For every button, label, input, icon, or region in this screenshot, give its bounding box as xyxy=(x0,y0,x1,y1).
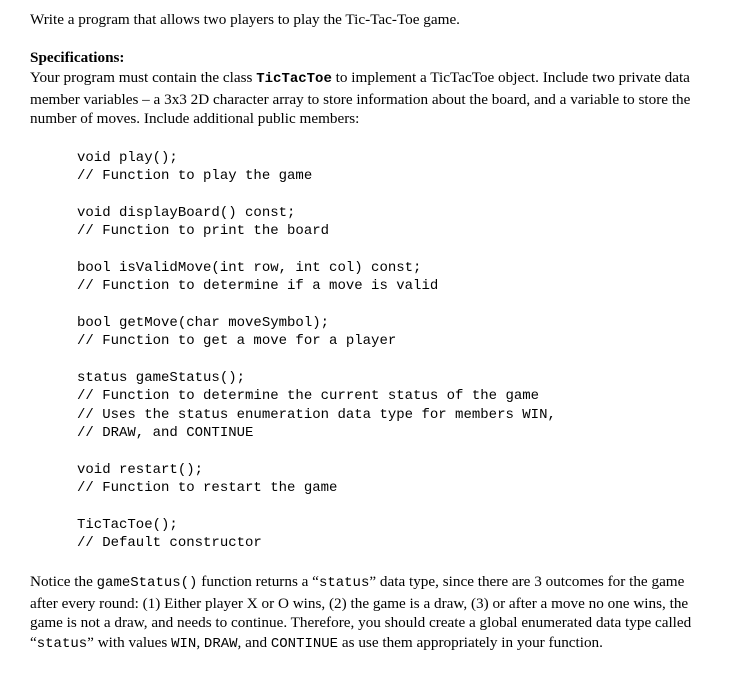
notice-code-continue: CONTINUE xyxy=(270,635,339,652)
code-declaration: bool getMove(char moveSymbol); xyxy=(77,314,330,331)
code-comment: // Function to play the game xyxy=(77,168,313,184)
notice-text-2: function returns a “ xyxy=(197,573,319,590)
notice-text-1: Notice the xyxy=(30,573,97,590)
specifications-paragraph xyxy=(30,68,720,129)
notice-code-status-2: status xyxy=(36,635,88,652)
code-comment: // DRAW, and CONTINUE xyxy=(77,425,254,441)
spec-text-after-class: to implement a TicTacToe object. Include two private data member variables – a 3x3 2D character array to store information about the board, and a variable to store the number of moves. Include additional public members: xyxy=(30,69,691,127)
code-comment: // Function to determine the current status of the game xyxy=(77,388,540,404)
code-comment: // Function to determine if a move is valid xyxy=(77,278,439,294)
code-listing xyxy=(77,149,720,553)
code-block xyxy=(77,314,720,351)
code-block xyxy=(77,369,720,443)
document-page xyxy=(30,10,720,652)
spec-text-before-class: Your program must contain the class xyxy=(30,69,257,86)
code-block xyxy=(77,461,720,498)
notice-code-draw: DRAW xyxy=(203,635,238,652)
code-declaration: TicTacToe(); xyxy=(77,516,178,533)
code-block xyxy=(77,204,720,241)
code-declaration: void restart(); xyxy=(77,461,204,478)
code-comment: // Function to restart the game xyxy=(77,480,338,496)
code-comment: // Function to print the board xyxy=(77,223,330,239)
code-declaration: status gameStatus(); xyxy=(77,369,246,386)
code-declaration: void displayBoard() const; xyxy=(77,204,296,221)
code-declaration: void play(); xyxy=(77,149,178,166)
intro-text: Write a program that allows two players to play the Tic-Tac-Toe game. xyxy=(30,11,460,28)
notice-text-7: as use them appropriately in your function. xyxy=(338,633,603,651)
code-comment: // Function to get a move for a player xyxy=(77,333,397,349)
code-block xyxy=(77,516,720,553)
notice-text-6: , and xyxy=(237,633,271,651)
code-block xyxy=(77,259,720,296)
class-name-code: TicTacToe xyxy=(256,71,332,87)
code-block xyxy=(77,149,720,186)
notice-code-gamestatus: gameStatus() xyxy=(96,575,198,591)
code-comment: // Default constructor xyxy=(77,535,262,551)
notice-code-status: status xyxy=(318,575,370,591)
code-comment: // Uses the status enumeration data type for members WIN, xyxy=(77,406,556,423)
notice-paragraph xyxy=(30,572,710,654)
code-declaration: bool isValidMove(int row, int col) const; xyxy=(77,259,422,276)
specifications-heading: Specifications: xyxy=(30,49,125,66)
notice-text-4: ” with values xyxy=(87,633,172,651)
notice-text-3: ” data type, since there are 3 outcomes for the game after every round: (1) Either player X or O wins, (2) the game is a draw, (3) or after a move no one wins, the game is not a draw, and needs to continue. Therefore, you should create a global enumerated data type called “ xyxy=(30,573,692,651)
notice-text-5: , xyxy=(196,633,204,651)
notice-code-win: WIN xyxy=(171,635,197,652)
